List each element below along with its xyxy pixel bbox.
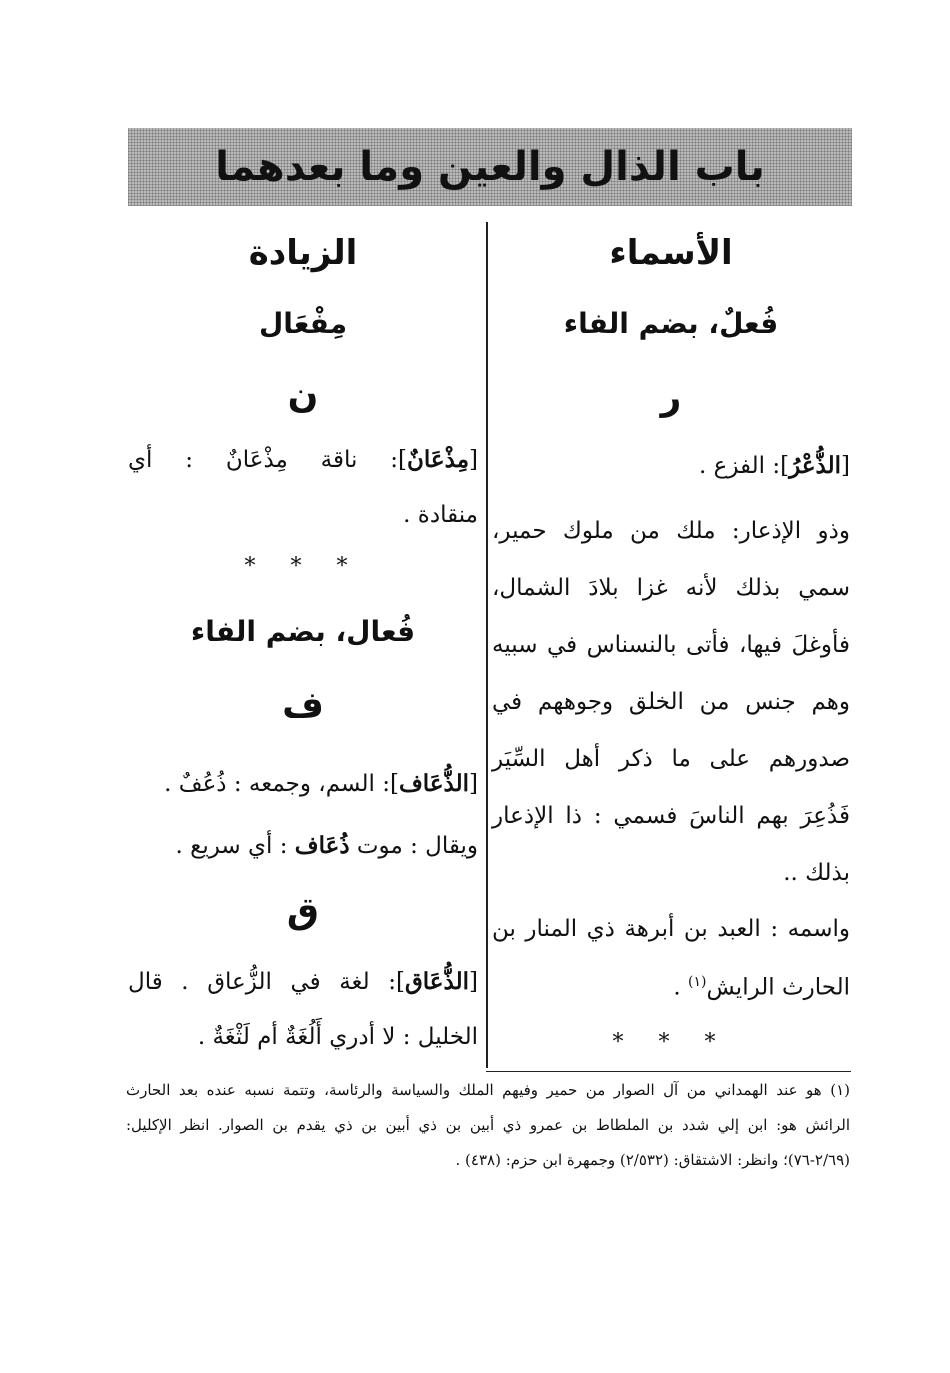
nouns-heading: الأسماء	[609, 233, 733, 273]
entry-midhaan-line-2: منقادة .	[403, 502, 478, 528]
footnote-rule	[486, 1071, 851, 1072]
para1-line-7: بذلك ..	[783, 860, 850, 886]
para2-line-1: واسمه : العبد بن أبرهة ذي المنار بن	[492, 916, 850, 942]
entry-dhur-term: الذُّعْرُ	[789, 452, 842, 479]
root-letter-ra: ر	[660, 377, 682, 418]
pattern-fuaal: فُعال، بضم الفاء	[190, 615, 416, 648]
section-separator-right: * * *	[612, 1030, 730, 1055]
entry-dhuaaf-line-1: [الذُّعَاف]: السم، وجمعه : ذُعُفٌ .	[164, 770, 478, 797]
entry-dhur: [الذُّعْرُ]: الفزع .	[699, 452, 850, 479]
para1-line-5: صدورهم على ما ذكر أهل السِّيَر	[492, 746, 850, 772]
para1-line-4: وهم جنس من الخلق وجوههم في	[492, 689, 850, 715]
entry-dhuaaf-line-2-a: ويقال : موت	[356, 833, 478, 859]
footnote-line-3: (٢/٦٩-٧٦)؛ وانظر: الاشتقاق: (٢/٥٣٢) وجمهرة ابن حزم: (٤٣٨) .	[455, 1151, 850, 1169]
root-letter-qaf: ق	[286, 891, 320, 932]
entry-midhaan-def: : ناقة مِذْعَانٌ : أي	[128, 447, 399, 473]
chapter-title: باب الذال والعين وما بعدهما	[215, 144, 765, 190]
entry-dhuaaq-line-2: الخليل : لا أدري أَلُغَةٌ أم لَثْغَةٌ .	[197, 1024, 478, 1050]
para1-line-1: وذو الإذعار: ملك من ملوك حمير،	[492, 518, 850, 544]
chapter-banner	[128, 128, 852, 206]
entry-midhaan-line-1: [مِذْعَانٌ]: ناقة مِذْعَانٌ : أي	[128, 446, 478, 473]
entry-dhuaaq-line-1: [الذُّعَاق]: لغة في الزُّعاق . قال	[128, 968, 478, 995]
root-letter-nun: ن	[287, 375, 319, 416]
entry-dhuaaf-line-2-term: ذُعَاف	[294, 832, 350, 859]
section-separator-left: * * *	[244, 554, 362, 579]
entry-dhuaaf-term: الذُّعَاف	[398, 770, 470, 797]
footnote-ref: (١)	[688, 974, 707, 990]
entry-dhur-def: : الفزع .	[699, 453, 781, 479]
entry-dhuaaq-def: : لغة في الزُّعاق . قال	[128, 969, 396, 995]
additions-heading: الزيادة	[248, 233, 358, 273]
entry-midhaan-term: مِذْعَانٌ	[407, 446, 470, 473]
nouns-pattern-heading: فُعلٌ، بضم الفاء	[563, 307, 779, 340]
entry-dhuaaq-term: الذُّعَاق	[404, 968, 470, 995]
para2-line-2-text: الحارث الرايش	[706, 974, 850, 1001]
entry-dhuaaf-line-2	[175, 834, 478, 858]
footnote-line-2: الرائش هو: ابن إلي شدد بن الملطاط بن عمرو ذي أبين بن ذي أبين بن ذي يقدم بن الصوار. انظر الإكليل:	[126, 1116, 850, 1134]
column-divider	[486, 222, 488, 1068]
root-letter-fa: ف	[282, 685, 324, 726]
pattern-mifaal: مِفْعَال	[258, 307, 348, 340]
entry-dhuaaf-def: : السم، وجمعه : ذُعُفٌ .	[164, 771, 390, 797]
para1-line-3: فأوغلَ فيها، فأتى بالنسناس في سبيه	[492, 632, 850, 658]
para2-line-2: الحارث الرايش$^{(١)}$ .	[673, 974, 850, 1001]
para1-line-6: فَذُعِرَ بهم الناسَ فسمي : ذا الإذعار	[492, 803, 850, 829]
para1-line-2: سمي بذلك لأنه غزا بلادَ الشمال،	[492, 575, 850, 601]
footnote-line-1: (١) هو عند الهمداني من آل الصوار من حمير وفيهم الملك والسياسة والرئاسة، وتتمة نسبه عنده بعد الحارث	[126, 1081, 850, 1099]
entry-dhuaaf-line-2-b: : أي سريع .	[175, 833, 288, 859]
